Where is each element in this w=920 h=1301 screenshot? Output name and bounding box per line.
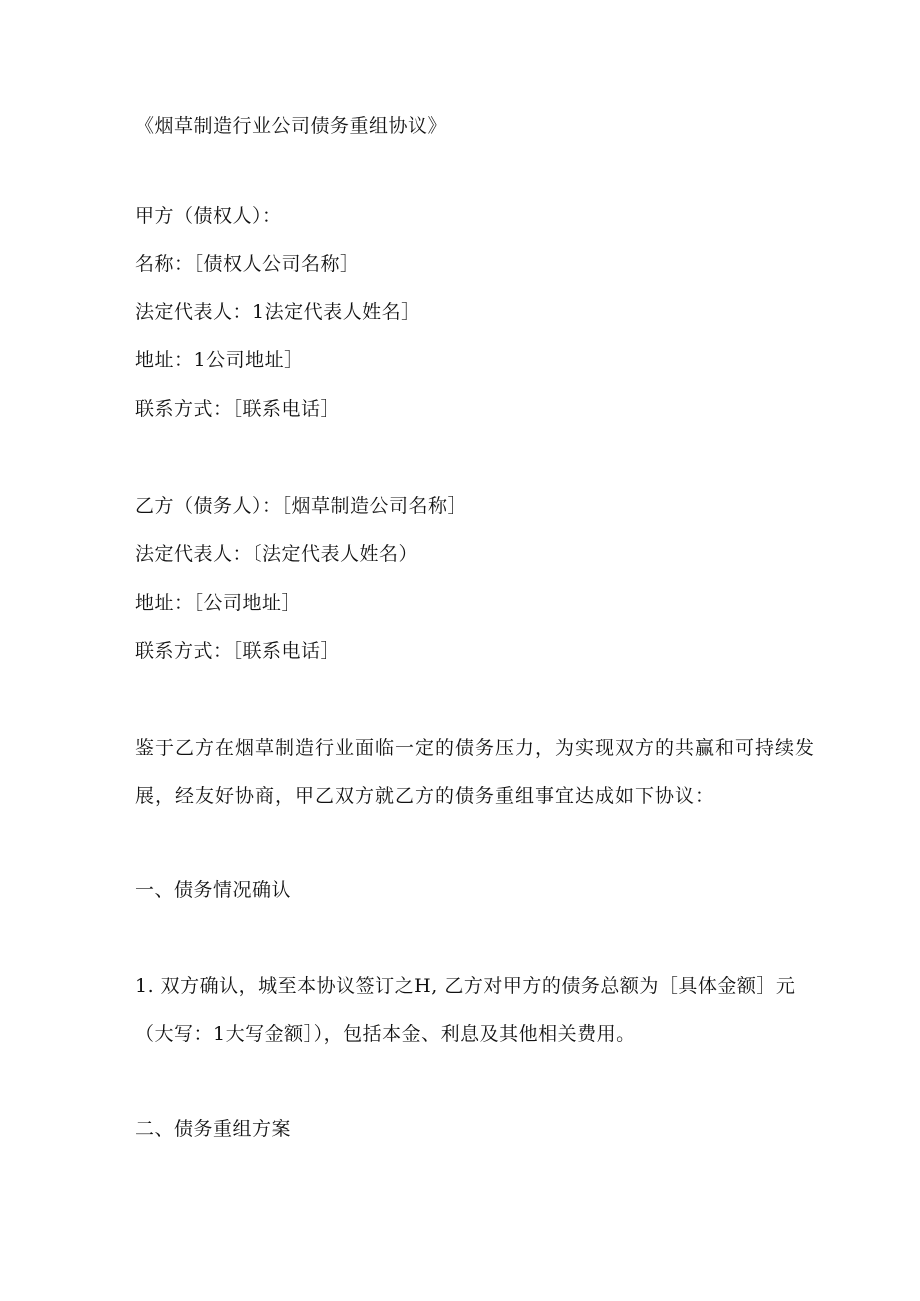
party-b-representative: 法定代表人：〔法定代表人姓名） (135, 543, 419, 565)
preamble-line-2: 展，经友好协商，甲乙双方就乙方的债务重组事宜达成如下协议： (135, 785, 716, 807)
party-a-heading: 甲方（债权人）： (135, 205, 282, 227)
preamble-line-1: 鉴于乙方在烟草制造行业面临一定的债务压力，为实现双方的共赢和可持续发 (135, 737, 816, 759)
section-2-heading: 二、债务重组方案 (135, 1118, 292, 1140)
section-1-item-1-line-1: 1. 双方确认，城至本协议签订之H, 乙方对甲方的债务总额为［具体金额］元 (135, 975, 796, 997)
party-a-name: 名称：［债权人公司名称］ (135, 253, 360, 275)
party-b-address: 地址：［公司地址］ (135, 592, 302, 614)
party-b-heading: 乙方（债务人）：［烟草制造公司名称］ (135, 495, 468, 517)
party-a-representative: 法定代表人：1法定代表人姓名］ (135, 301, 421, 323)
document-title: 《烟草制造行业公司债务重组协议》 (135, 115, 448, 137)
section-1-item-1-line-2: （大写：1大写金额］），包括本金、利息及其他相关费用。 (135, 1023, 636, 1045)
party-b-contact: 联系方式：［联系电话］ (135, 640, 341, 662)
party-a-contact: 联系方式：［联系电话］ (135, 398, 341, 420)
party-a-address: 地址：1公司地址］ (135, 349, 304, 371)
section-1-heading: 一、债务情况确认 (135, 879, 292, 901)
